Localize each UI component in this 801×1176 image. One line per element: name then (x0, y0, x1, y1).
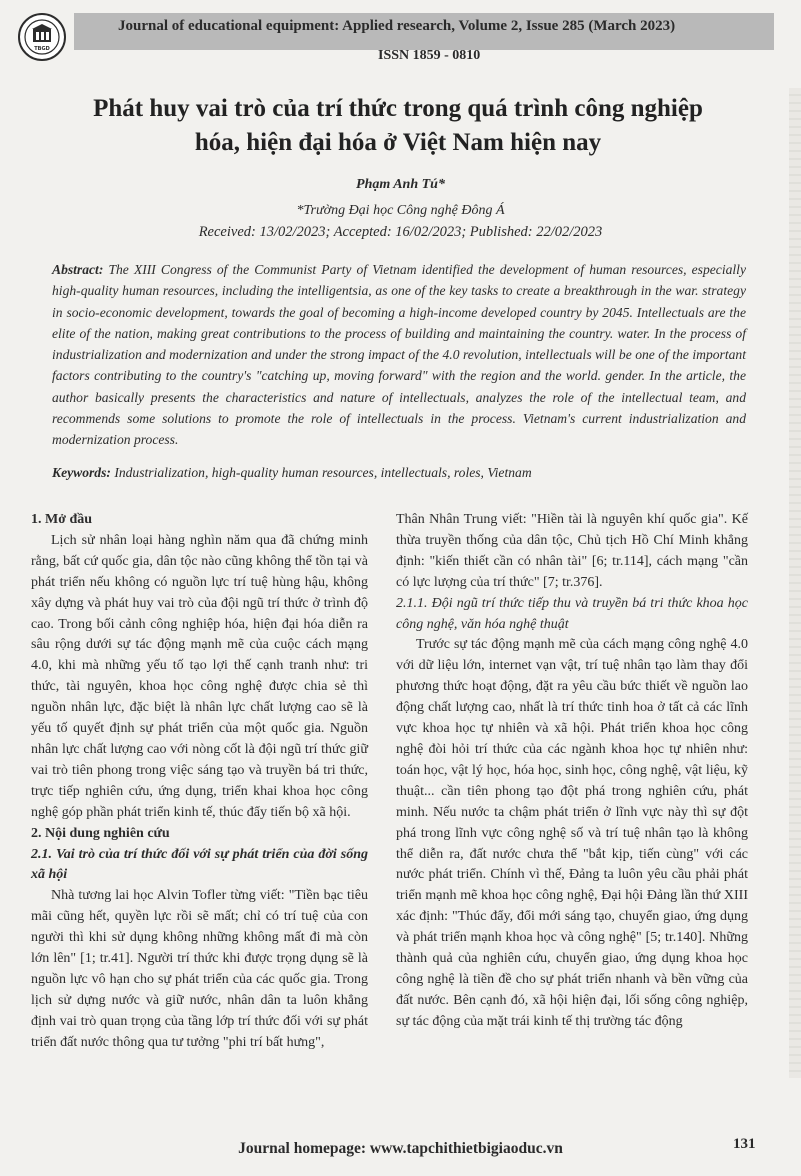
section-heading-content: 2. Nội dung nghiên cứu (31, 825, 170, 841)
article-author: Phạm Anh Tú* (356, 177, 445, 192)
left-column (31, 510, 368, 1054)
section-heading-intro: 1. Mở đầu (31, 512, 93, 527)
abstract-label: Abstract: (52, 262, 104, 277)
journal-logo-icon (20, 15, 64, 59)
paragraph: Thân Nhân Trung viết: "Hiền tài là nguyên khí quốc gia". Kế thừa truyền thống của dân tộc, Chủ tịch Hồ Chí Minh khẳng định: "kiến thiết cần có nhân tài" [6; tr.114], cách mạng "cần có lực lượng của trí thức" [7; tr.376]. (396, 512, 748, 590)
issn-line: ISSN 1859 - 0810 (378, 48, 481, 63)
paragraph: Nhà tương lai học Alvin Tofler từng viết: "Tiền bạc tiêu mãi cũng hết, quyền lực rồi sẽ mất; chỉ có trí tuệ của con người thì khi sử dụng không những không mất đi mà còn lớn lên" [1; tr.41]. Người trí thức khi được trọng dụng sẽ là nguồn lực vô hạn cho sự phát triển của các quốc gia. Trong lịch sử dựng nước và giữ nước, nhân dân ta luôn khẳng định vai trò quan trọng của tầng lớp trí thức đối với sự phát triển đất nước thông qua tư tưởng "phi trí bất hưng", (31, 888, 368, 1050)
journal-logo-text: TBGD (34, 46, 50, 52)
paragraph: Trước sự tác động mạnh mẽ của cách mạng công nghệ 4.0 với dữ liệu lớn, internet vạn vật, trí tuệ nhân tạo làm thay đổi phương thức hoạt động, đặt ra yêu cầu bức thiết về nguồn lao động chất lượng cao, nhất là trí thức tinh hoa ở tất cả các lĩnh vực khoa học tự nhiên và xã hội. Phát triển khoa học công nghệ đòi hỏi trí thức của các ngành khoa học tự nhiên như: toán học, vật lý học, hóa học, sinh học, công nghệ, vật liệu, kỹ thuật... cần tiên phong tạo đột phá trong nghiên cứu, phát minh. Nếu nước ta chậm phát triển ở lĩnh vực này thì sự đột phá trong lĩnh vực công nghệ số và trí tuệ nhân tạo là không thể diễn ra, đất nước chưa thể "bắt kịp, tiến cùng" với các nước phát triển. Chính vì thế, Đảng ta luôn yêu cầu phải phát triển mạnh mẽ khoa học công nghệ, Đại hội Đảng lần thứ XIII xác định: "Thúc đẩy, đổi mới sáng tạo, chuyển giao, ứng dụng và phát triển mạnh khoa học và công nghệ" [5; tr.140]. Những thành quả của nghiên cứu, chuyển giao, ứng dụng khoa học công nghệ là tiền đề cho sự phát triển nhanh và bền vững của đất nước. Bên cạnh đó, xã hội hiện đại, lối sống công nghiệp, sự tác động của mặt trái kinh tế thị trường tác động (396, 637, 748, 1029)
journal-logo (18, 13, 66, 61)
subsection-heading: 2.1. Vai trò của trí thức đối với sự phát triển của đời sống xã hội (31, 846, 368, 883)
keywords-text: Industrialization, high-quality human resources, intellectuals, roles, Vietnam (114, 465, 532, 480)
keywords-label: Keywords: (52, 465, 111, 480)
abstract-text: The XIII Congress of the Communist Party of Vietnam identified the development of human resources, especially high-quality human resources, including the intelligentsia, as one of the key tasks to create a breakthrough in the war. strategy in socio-economic development, towards the goal of becoming a high-income developed country by 2045. Intellectuals are the elite of the nation, making great contributions to the process of building and maintaining the country. water. In the process of industrialization and modernization and under the strong impact of the 4.0 revolution, intellectuals will be one of the important factors contributing to the country's "catching up, moving forward" with the region and the world. gender. In the article, the author basically presents the characteristics and nature of intellectuals, analyzes the role of the intellectual team, and recommends some solutions to promote the role of intellectuals in the process. Vietnam's current industrialization and modernization process. (52, 262, 746, 448)
article-title: Phát huy vai trò của trí thức trong quá trình công nghiệp hóa, hiện đại hóa ở Việt Nam hiện nay (93, 95, 703, 156)
subsection-heading: 2.1.1. Đội ngũ trí thức tiếp thu và truyền bá tri thức khoa học công nghệ, văn hóa nghệ thuật (396, 595, 748, 632)
paragraph: Lịch sử nhân loại hàng nghìn năm qua đã chứng minh rằng, bất cứ quốc gia, dân tộc nào cũng không thể tồn tại và phát triển nếu không có nguồn lực trí tuệ hùng hậu, không xây dựng và phát huy vai trò của đội ngũ trí thức ở trình độ cao. Trong bối cảnh công nghiệp hóa, hiện đại hóa diễn ra sâu rộng dưới sự tác động mạnh mẽ của cuộc cách mạng 4.0, khi mà những yếu tố tạo lợi thế cạnh tranh như: tri thức, tài nguyên, khoa học công nghệ được chia sẻ thì nguồn nhân lực, đặc biệt là nhân lực chất lượng cao sẽ là yếu tố quyết định sự phát triển của một quốc gia. Nguồn nhân lực chất lượng cao với nòng cốt là đội ngũ trí thức giữ vai trò tiên phong trong việc sáng tạo và truyền bá tri thức, trực tiếp nghiên cứu, ứng dụng, triển khai khoa học công nghệ góp phần phát triển kinh tế, thúc đẩy tiến bộ xã hội. (31, 532, 368, 820)
journal-homepage: Journal homepage: www.tapchithietbigiaoduc.vn (238, 1140, 563, 1157)
journal-citation-line: Journal of educational equipment: Applied research, Volume 2, Issue 285 (March 2023) (118, 18, 676, 34)
page-number: 131 (733, 1136, 756, 1152)
abstract (52, 259, 746, 451)
article-dates: Received: 13/02/2023; Accepted: 16/02/2023; Published: 22/02/2023 (198, 224, 603, 240)
keywords (52, 465, 746, 481)
author-affiliation: *Trường Đại học Công nghệ Đông Á (296, 203, 505, 218)
right-column (396, 510, 748, 1033)
